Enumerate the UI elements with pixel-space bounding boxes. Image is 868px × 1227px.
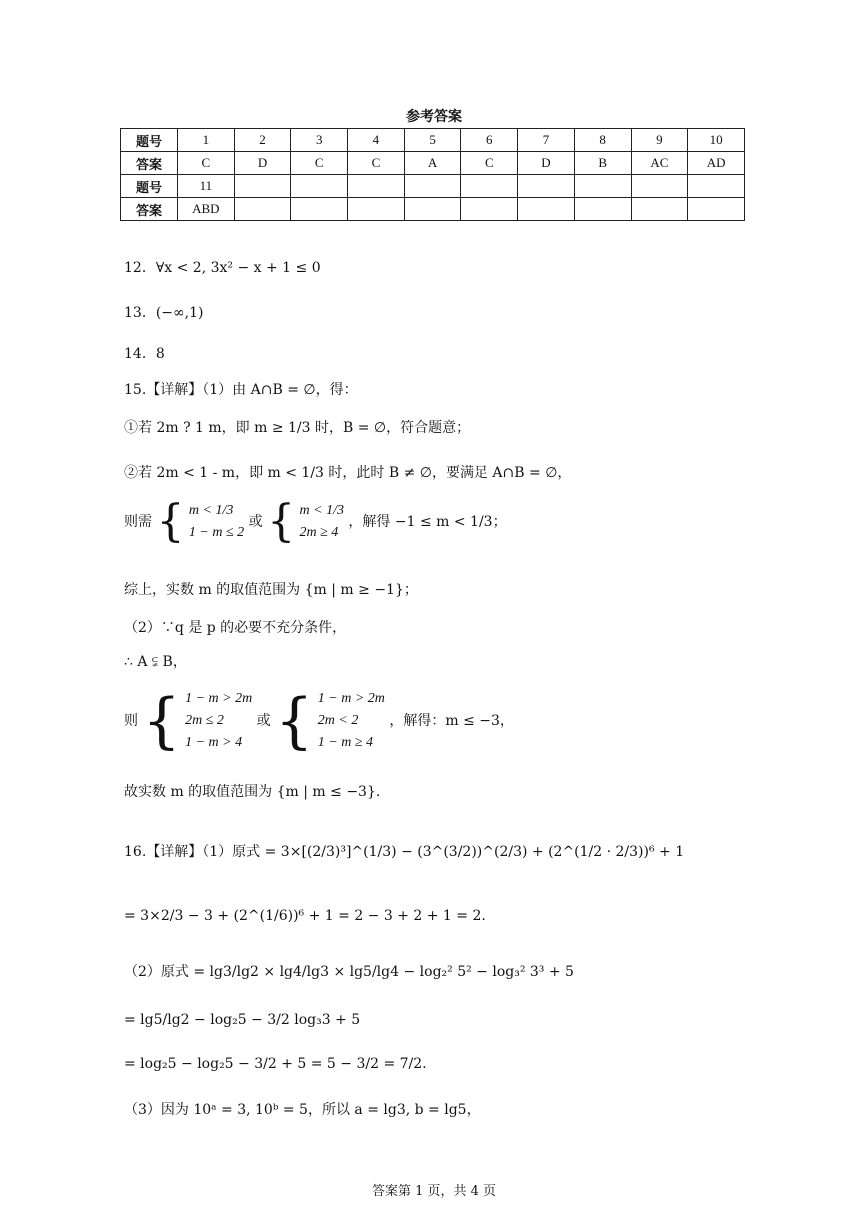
solution-15-part2: （2）∵q 是 p 的必要不充分条件， <box>124 620 347 636</box>
table-cell: C <box>348 152 405 175</box>
table-row <box>121 175 745 198</box>
system-prefix: 则 <box>124 713 138 729</box>
solution-16-part2-step: = lg5/lg2 − log₂5 − 3/2 log₃3 + 5 <box>124 1012 361 1028</box>
table-row <box>121 198 745 221</box>
solution-15-system2 <box>124 688 514 754</box>
table-cell <box>631 175 688 198</box>
solution-16-part1-result: = 3×2/3 − 3 + (2^(1/6))⁶ + 1 = 2 − 3 + 2 + 1 = 2. <box>124 908 486 924</box>
solution-15-case1: ①若 2m ? 1 m，即 m ≥ 1/3 时，B = ∅，符合题意； <box>124 420 471 436</box>
system-three-eq3: 1 − m > 4 <box>185 735 243 750</box>
solution-15-system <box>124 496 507 547</box>
table-cell: 9 <box>631 129 688 152</box>
system-four <box>318 688 385 754</box>
table-cell <box>291 175 348 198</box>
solution-15-case2: ②若 2m < 1 - m，即 m < 1/3 时，此时 B ≠ ∅，要满足 A∩B = ∅， <box>124 465 572 481</box>
left-brace-icon: { <box>156 496 185 547</box>
table-cell <box>234 198 291 221</box>
system-three <box>185 688 252 754</box>
table-cell: C <box>461 152 518 175</box>
table-cell: D <box>518 152 575 175</box>
solution-16-part1: 16.【详解】（1）原式 = 3×[(2/3)³]^(1/3) − (3^(3/2))^(2/3) + (2^(1/2 · 2/3))⁶ + 1 <box>124 844 685 860</box>
table-cell: A <box>404 152 461 175</box>
system-or: 或 <box>256 713 271 729</box>
table-row <box>121 129 745 152</box>
system-one <box>189 500 244 544</box>
row-header-question: 题号 <box>121 175 178 198</box>
system-result: ，解得：m ≤ −3， <box>389 713 514 729</box>
system-two-eq2: 2m ≥ 4 <box>299 525 339 540</box>
solution-15-final: 故实数 m 的取值范围为 {m | m ≤ −3}. <box>124 784 381 800</box>
table-cell <box>688 175 745 198</box>
left-brace-icon: { <box>142 686 181 756</box>
system-four-eq1: 1 − m > 2m <box>317 691 385 706</box>
table-cell: 1 <box>178 129 235 152</box>
system-three-eq2: 2m ≤ 2 <box>185 713 224 728</box>
table-cell: AD <box>688 152 745 175</box>
left-brace-icon: { <box>267 496 296 547</box>
table-cell <box>348 198 405 221</box>
table-cell <box>518 175 575 198</box>
solution-16-part3: （3）因为 10ᵃ = 3, 10ᵇ = 5，所以 a = lg3, b = lg5， <box>124 1102 481 1118</box>
answer-13: 13．(−∞,1) <box>124 305 204 321</box>
system-prefix: 则需 <box>124 514 152 530</box>
solution-15-subset: ∴ A ⫋ B， <box>124 654 187 670</box>
table-cell: 2 <box>234 129 291 152</box>
solution-15-conclusion: 综上，实数 m 的取值范围为 {m | m ≥ −1}； <box>124 582 418 598</box>
table-cell: 4 <box>348 129 405 152</box>
table-cell <box>348 175 405 198</box>
table-cell <box>291 198 348 221</box>
table-cell <box>518 198 575 221</box>
answer-14: 14．8 <box>124 346 165 362</box>
system-or: 或 <box>248 514 263 530</box>
left-brace-icon: { <box>275 686 314 756</box>
table-row <box>121 152 745 175</box>
table-cell: 7 <box>518 129 575 152</box>
table-cell: C <box>178 152 235 175</box>
table-cell <box>234 175 291 198</box>
table-cell: B <box>574 152 631 175</box>
table-cell <box>461 175 518 198</box>
table-cell: 8 <box>574 129 631 152</box>
answer-table <box>120 128 745 221</box>
row-header-answer: 答案 <box>121 152 178 175</box>
solution-15-intro: 15.【详解】（1）由 A∩B = ∅，得： <box>124 382 358 398</box>
system-three-eq1: 1 − m > 2m <box>185 691 253 706</box>
system-two-eq1: m < 1/3 <box>299 503 344 518</box>
table-cell: 11 <box>178 175 235 198</box>
table-cell <box>404 175 461 198</box>
table-cell <box>574 198 631 221</box>
table-cell: 5 <box>404 129 461 152</box>
table-cell: 6 <box>461 129 518 152</box>
page-title: 参考答案 <box>406 109 462 125</box>
solution-16-part2: （2）原式 = lg3/lg2 × lg4/lg3 × lg5/lg4 − log₂² 5² − log₃² 3³ + 5 <box>124 964 574 980</box>
system-one-eq1: m < 1/3 <box>188 503 234 518</box>
table-cell: AC <box>631 152 688 175</box>
table-cell <box>404 198 461 221</box>
table-cell: 3 <box>291 129 348 152</box>
table-cell: 10 <box>688 129 745 152</box>
system-result: ，解得 −1 ≤ m < 1/3； <box>348 514 507 530</box>
table-cell <box>461 198 518 221</box>
system-two <box>300 500 344 544</box>
system-one-eq2: 1 − m ≤ 2 <box>188 525 245 540</box>
answer-12: 12．∀x < 2, 3x² − x + 1 ≤ 0 <box>124 260 321 276</box>
table-cell <box>688 198 745 221</box>
table-cell: C <box>291 152 348 175</box>
table-cell: D <box>234 152 291 175</box>
solution-16-part2-result: = log₂5 − log₂5 − 3/2 + 5 = 5 − 3/2 = 7/2. <box>124 1056 427 1072</box>
row-header-question: 题号 <box>121 129 178 152</box>
table-cell: ABD <box>178 198 235 221</box>
table-cell <box>574 175 631 198</box>
page-footer: 答案第 1 页，共 4 页 <box>371 1184 497 1199</box>
system-four-eq2: 2m < 2 <box>317 713 359 728</box>
system-four-eq3: 1 − m ≥ 4 <box>317 735 374 750</box>
table-cell <box>631 198 688 221</box>
row-header-answer: 答案 <box>121 198 178 221</box>
